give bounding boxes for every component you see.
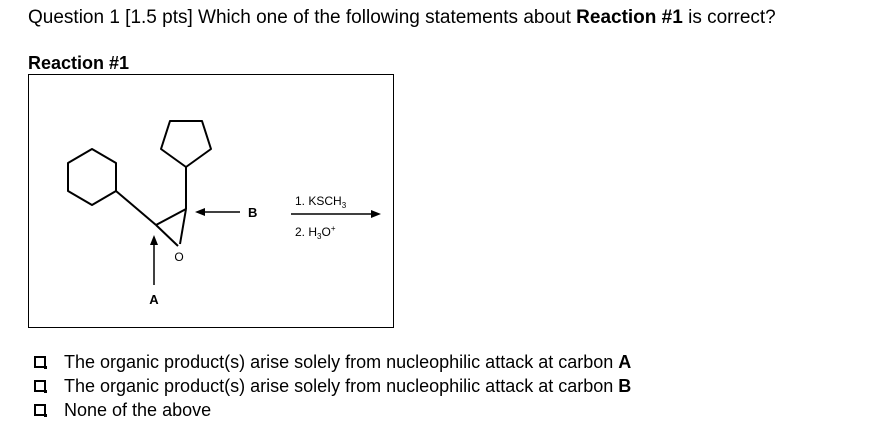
reaction-scheme — [28, 74, 394, 328]
reaction-drawing — [29, 75, 395, 329]
cyclohexane-ring — [68, 149, 116, 205]
reagent-step-2: 2. $H_3O^+$ — [295, 224, 336, 241]
checkbox-icon[interactable] — [34, 380, 46, 392]
question-suffix: is correct? — [682, 7, 776, 28]
arrow-b-head — [195, 208, 205, 216]
option-label: None of the above — [64, 399, 212, 420]
carbon-b-label: B — [248, 205, 258, 220]
checkbox-icon[interactable] — [34, 356, 46, 368]
reagent-step-1: 1. $KSCH_3$ — [295, 194, 347, 210]
question-prefix: Question 1 [1.5 pts] Which one of the following statements about — [28, 7, 577, 28]
bond-epoxide-co-b — [180, 209, 186, 244]
option-label: The organic product(s) arise solely from nucleophilic attack at carbon B — [64, 375, 632, 396]
arrow-a-head — [150, 235, 158, 245]
option-label: The organic product(s) arise solely from nucleophilic attack at carbon A — [64, 351, 632, 372]
answer-option[interactable] — [34, 374, 631, 398]
bond-epoxide-co-a — [156, 225, 178, 246]
reaction-arrow-head — [371, 210, 381, 218]
checkbox-icon[interactable] — [34, 404, 46, 416]
answer-option[interactable] — [34, 398, 631, 422]
question-text — [28, 6, 776, 30]
answer-option[interactable] — [34, 350, 631, 374]
question-emphasis: Reaction #1 — [576, 7, 683, 28]
cyclopentane-ring — [161, 121, 211, 167]
answer-options — [34, 350, 631, 422]
bond-epoxide-cc — [156, 209, 186, 225]
oxygen-label: O — [174, 250, 184, 264]
reaction-title: Reaction #1 — [28, 53, 130, 73]
carbon-a-label: A — [149, 292, 159, 307]
bond-ring-to-carbon-a — [116, 191, 156, 225]
